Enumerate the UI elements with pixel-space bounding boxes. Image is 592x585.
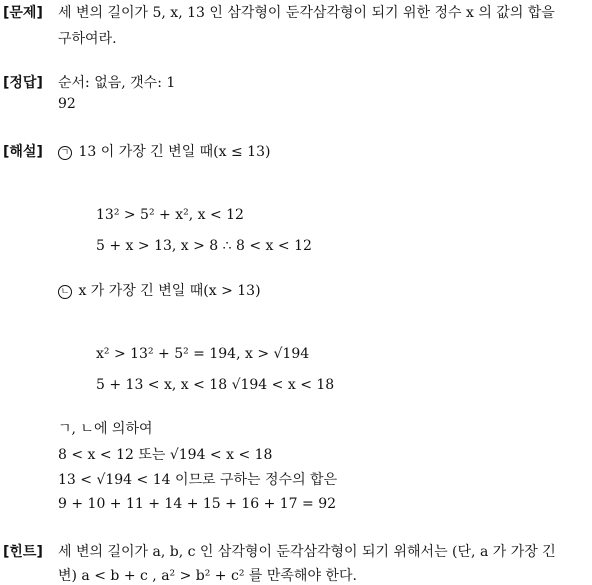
combine-range: 8 < x < 12 또는 √194 < x < 18 [58, 447, 273, 463]
case1-title: 13 이 가장 긴 변일 때(x ≤ 13) [78, 144, 271, 160]
combine-heading: ㄱ, ㄴ에 의하여 [58, 421, 153, 437]
case2-heading [58, 280, 261, 300]
answer-value: 92 [58, 96, 76, 112]
problem-text-line2: 구하여라. [58, 31, 117, 47]
case2-equation-2: 5 + 13 < x, x < 18 √194 < x < 18 [96, 377, 335, 393]
combine-sum: 9 + 10 + 11 + 14 + 15 + 16 + 17 = 92 [58, 496, 337, 512]
case1-equation-2: 5 + x > 13, x > 8 ∴ 8 < x < 12 [96, 238, 312, 254]
answer-tag: [정답] [3, 75, 43, 91]
circled-giyeok-icon: ㄱ [58, 146, 72, 160]
hint-tag: [힌트] [3, 544, 43, 560]
solution-tag: [해설] [3, 144, 43, 160]
case2-equation-1: x² > 13² + 5² = 194, x > √194 [96, 346, 310, 362]
hint-text-line2: 변) a < b + c , a² > b² + c² 를 만족해야 한다. [58, 568, 357, 584]
answer-order-count: 순서: 없음, 갯수: 1 [58, 75, 176, 91]
problem-tag: [문제] [3, 5, 43, 21]
case2-title: x 가 가장 긴 변일 때(x > 13) [78, 283, 261, 299]
combine-reason: 13 < √194 < 14 이므로 구하는 정수의 합은 [58, 472, 338, 488]
hint-text-line1: 세 변의 길이가 a, b, c 인 삼각형이 둔각삼각형이 되기 위해서는 (단, a 가 가장 긴 [58, 544, 556, 560]
problem-text-line1: 세 변의 길이가 5, x, 13 인 삼각형이 둔각삼각형이 되기 위한 정수 x 의 값의 합을 [58, 5, 555, 21]
case1-equation-1: 13² > 5² + x², x < 12 [96, 207, 244, 223]
circled-nieun-icon: ㄴ [58, 285, 72, 299]
case1-heading [58, 141, 270, 161]
